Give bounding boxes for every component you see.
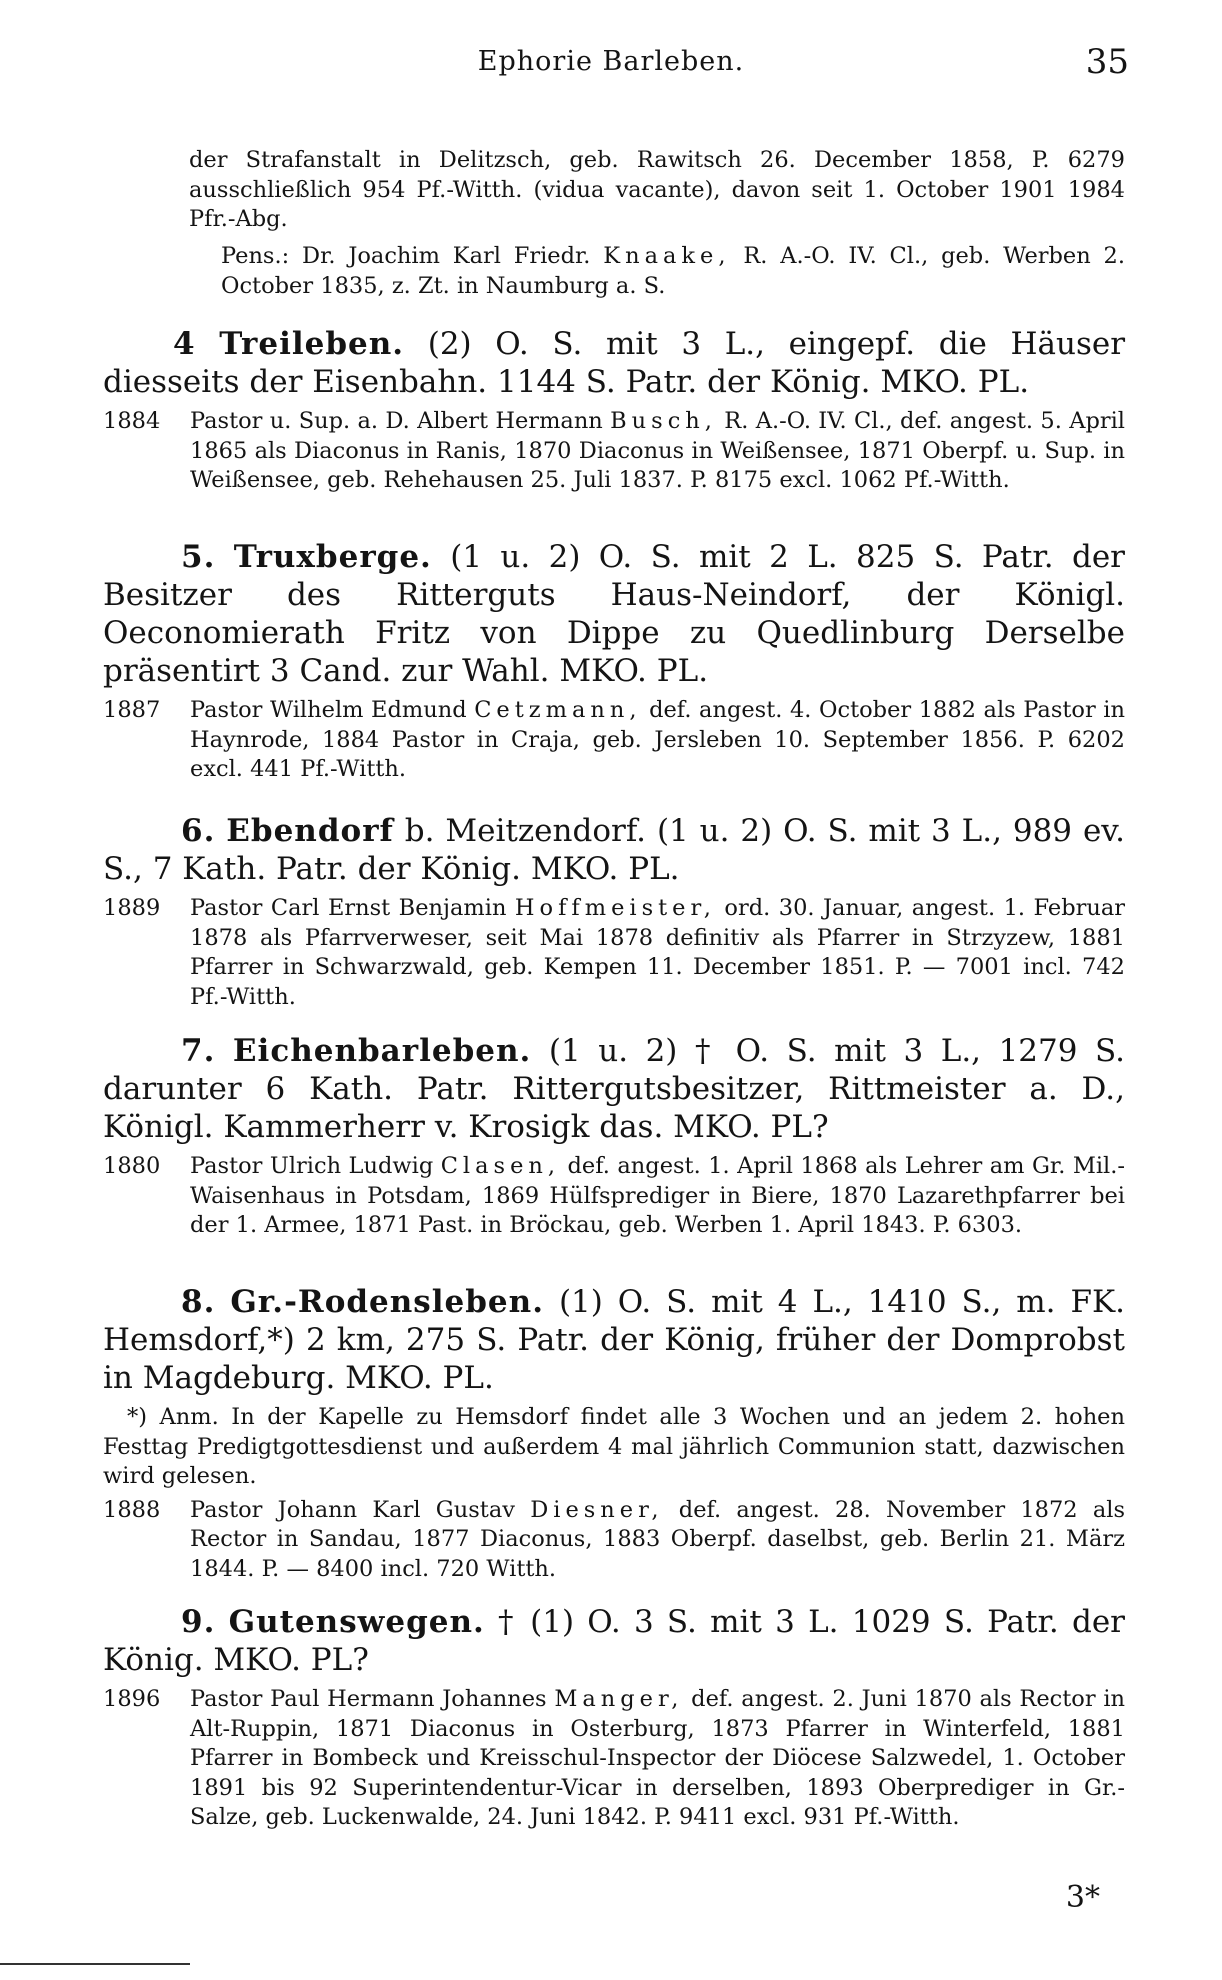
entry-text <box>190 1685 1125 1833</box>
pastor-entry <box>103 1496 1125 1585</box>
entry-name: Pastor Johann Karl Gustav <box>190 1496 515 1523</box>
entry-surname: Hoffmeister, <box>514 895 716 921</box>
entry-details: def. angest. 28. November 1872 als Rector in Sandau, 1877 Diaconus, 1883 Oberpf. daselbst, geb. Berlin 21. März 1844. P. — 8400 incl. 720 Witth. <box>190 1496 1126 1582</box>
parish-heading <box>103 1603 1125 1679</box>
parish-entry <box>103 325 1125 496</box>
parish-name: Truxberge. <box>233 539 432 575</box>
parish-heading <box>103 325 1125 401</box>
parish-info: (1 u. 2) † O. S. mit 3 L., 1279 S. darunter 6 Kath. Patr. Rittergutsbesitzer, Rittmeister a. D., Königl. Kammerherr v. Krosigk das. MKO. PL? <box>103 1033 1125 1145</box>
entry-year: 1880 <box>103 1153 161 1179</box>
parish-entry <box>103 812 1125 1012</box>
parish-number: 4 <box>173 326 196 362</box>
parish-name: Treileben. <box>219 326 405 362</box>
entry-year: 1884 <box>103 408 161 434</box>
entry-surname: Cetzmann, <box>474 697 642 723</box>
intro-paragraph <box>103 146 1125 235</box>
parish-heading <box>103 538 1125 690</box>
entry-text <box>190 894 1125 1012</box>
parish-heading <box>103 1032 1125 1146</box>
parish-name: Gr.-Rodensleben. <box>230 1284 544 1320</box>
entry-name: Pastor Paul Hermann Johannes <box>190 1686 547 1712</box>
parish-number: 9. <box>181 1604 216 1640</box>
page-number: 35 <box>1085 42 1129 82</box>
pension-line <box>103 242 1125 301</box>
parish-info: (2) O. S. mit 3 L., eingepf. die Häuser diesseits der Eisenbahn. 1144 S. Patr. der König. MKO. PL. <box>103 326 1126 400</box>
entry-text <box>190 696 1125 785</box>
pastor-entry <box>103 894 1125 1012</box>
parish-name: Gutenswegen. <box>228 1604 485 1640</box>
parish-info: (1) O. S. mit 4 L., 1410 S., m. FK. Hemsdorf,*) 2 km, 275 S. Patr. der König, früher der Domprobst in Magdeburg. MKO. PL. <box>103 1284 1125 1396</box>
pastor-entry <box>103 696 1125 785</box>
pastor-entry <box>103 1152 1125 1241</box>
pension-text: R. A.-O. IV. Cl., geb. Werben 2. October 1835, z. Zt. in Naumburg a. S. <box>221 243 1126 299</box>
entry-name: Pastor Wilhelm Edmund <box>190 697 467 723</box>
pension-surname: Knaake, <box>603 243 731 269</box>
entry-year: 1888 <box>103 1496 161 1523</box>
parish-entry <box>103 1603 1125 1833</box>
parish-number: 6. <box>181 813 216 849</box>
pastor-entry <box>103 407 1125 496</box>
entry-year: 1889 <box>103 895 161 921</box>
parish-entry <box>103 1032 1125 1241</box>
entry-details: def. angest. 4. October 1882 als Pastor in Haynrode, 1884 Pastor in Craja, geb. Jersleben 10. September 1856. P. 6202 excl. 441 Pf.-Witth. <box>190 697 1125 782</box>
pastor-entry <box>103 1685 1125 1833</box>
entry-surname: Busch, <box>610 408 717 434</box>
footnote: *) Anm. In der Kapelle zu Hemsdorf findet alle 3 Wochen und an jedem 2. hohen Festtag Predigtgottesdienst und außerdem 4 mal jährlich Communion statt, dazwischen wird gelesen. <box>103 1404 1125 1489</box>
carryover-text: der Strafanstalt in Delitzsch, geb. Rawitsch 26. December 1858, P. 6279 ausschließlich 954 Pf.-Witth. (vidua vacante), davon seit 1. October 1901 1984 Pfr.-Abg. <box>189 147 1125 232</box>
parish-name: Eichenbarleben. <box>232 1033 532 1069</box>
parish-number: 5. <box>181 539 216 575</box>
pension-name: Dr. Joachim Karl Friedr. <box>302 243 591 269</box>
entry-name: Pastor Carl Ernst Benjamin <box>190 895 507 921</box>
parish-info: † (1) O. 3 S. mit 3 L. 1029 S. Patr. der König. MKO. PL? <box>103 1604 1125 1678</box>
entry-surname: Manger, <box>554 1686 684 1712</box>
entry-details: R. A.-O. IV. Cl., def. angest. 5. April 1865 als Diaconus in Ranis, 1870 Diaconus in Weißensee, 1871 Oberpf. u. Sup. in Weißensee, geb. Rehehausen 25. Juli 1837. P. 8175 excl. 1062 Pf.-Witth. <box>190 408 1125 493</box>
entry-year: 1887 <box>103 697 161 723</box>
parish-number: 8. <box>181 1284 216 1320</box>
entry-text <box>190 1496 1125 1585</box>
parish-heading <box>103 1283 1125 1397</box>
parish-entry <box>103 538 1125 785</box>
entry-name: Pastor Ulrich Ludwig <box>190 1153 434 1179</box>
running-header: Ephorie Barleben. <box>477 46 745 77</box>
entry-year: 1896 <box>103 1686 161 1712</box>
parish-info: (1 u. 2) O. S. mit 2 L. 825 S. Patr. der Besitzer des Ritterguts Haus-Neindorf, der Königl. Oeconomierath Fritz von Dippe zu Quedlinburg Derselbe präsentirt 3 Cand. zur Wahl. MKO. PL. <box>103 539 1125 689</box>
parish-entry <box>103 1283 1125 1584</box>
entry-details: def. angest. 2. Juni 1870 als Rector in Alt-Ruppin, 1871 Diaconus in Osterburg, 1873 Pfarrer in Winterfeld, 1881 Pfarrer in Bombeck und Kreisschul-Inspector der Diöcese Salzwedel, 1. October 1891 bis 92 Superintendentur-Vicar in derselben, 1893 Oberprediger in Gr.-Salze, geb. Luckenwalde, 24. Juni 1842. P. 9411 excl. 931 Pf.-Witth. <box>190 1686 1126 1830</box>
parish-info: b. Meitzendorf. (1 u. 2) O. S. mit 3 L., 989 ev. S., 7 Kath. Patr. der König. MKO. PL. <box>103 813 1125 887</box>
entry-surname: Clasen, <box>440 1153 561 1179</box>
bottom-rule <box>0 1963 190 1965</box>
parish-number: 7. <box>181 1033 216 1069</box>
pension-label: Pens.: <box>221 243 290 269</box>
entry-text <box>190 1152 1125 1241</box>
parish-heading <box>103 812 1125 888</box>
parish-name: Ebendorf <box>226 813 394 849</box>
pension-paragraph <box>103 242 1125 301</box>
entry-text <box>190 407 1125 496</box>
entry-details: def. angest. 1. April 1868 als Lehrer am Gr. Mil.-Waisenhaus in Potsdam, 1869 Hülfsprediger in Biere, 1870 Lazarethpfarrer bei der 1. Armee, 1871 Past. in Bröckau, geb. Werben 1. April 1843. P. 6303. <box>190 1153 1126 1238</box>
entry-surname: Diesner, <box>530 1496 664 1523</box>
entry-details: ord. 30. Januar, angest. 1. Februar 1878 als Pfarrverweser, seit Mai 1878 definitiv als Pfarrer in Strzyzew, 1881 Pfarrer in Schwarzwald, geb. Kempen 11. December 1851. P. — 7001 incl. 742 Pf.-Witth. <box>190 895 1126 1010</box>
entry-name: Pastor u. Sup. a. D. Albert Hermann <box>190 408 603 434</box>
signature-mark: 3* <box>1065 1880 1100 1915</box>
